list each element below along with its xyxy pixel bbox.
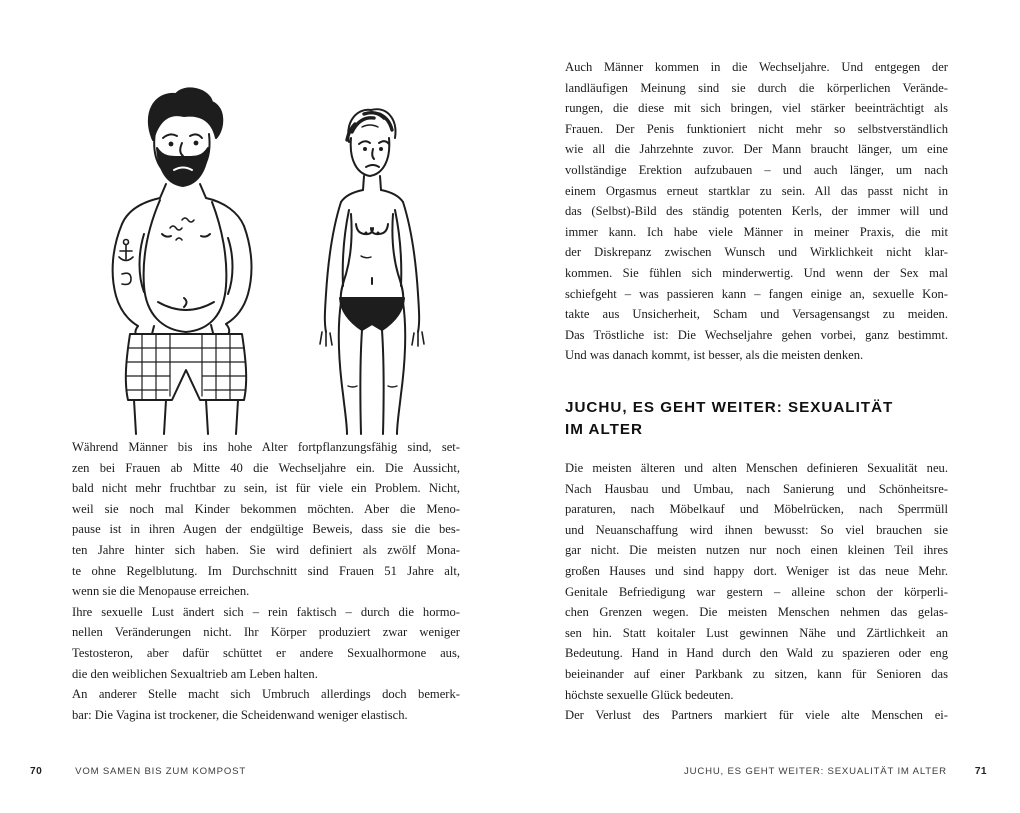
text-line: vollständige Erektion aufzubauen – und auch länger, um nach (565, 162, 948, 177)
text-line: höchste sexuelle Glück bedeuten. (565, 687, 734, 702)
text-line: te ohne Regelblutung. Im Durchschnitt sind Frauen 51 Jahre alt, (72, 563, 460, 578)
text-line: Und was danach kommt, ist besser, als die meisten denken. (565, 348, 864, 363)
text-line: bald nicht mehr fruchtbar zu sein, ist für viele ein Problem. Nicht, (72, 481, 460, 496)
text-line: schiefgeht – was passieren kann – fangen einige an, sexuelle Kon- (565, 286, 948, 301)
text-line: kommen. Sie fühlen sich minderwertig. Und wenn der Sex mal (565, 265, 948, 280)
illustration-couple (66, 80, 466, 440)
text-line: Auch Männer kommen in die Wechseljahre. Und entgegen der (565, 60, 948, 74)
text-line: paraturen, nach Möbelkauf und Möbelrücken, nach Sperrmüll (565, 502, 948, 517)
anchor-tattoo (119, 240, 133, 285)
text-line: Die meisten älteren und alten Menschen definieren Sexualität neu. (565, 461, 948, 475)
paragraph (565, 458, 948, 705)
page-number-left: 70 (30, 766, 43, 777)
illustration-svg (66, 80, 466, 440)
right-top-text (565, 57, 948, 366)
text-line: takte aus Unsicherheit, Scham und Versagensangst zu meiden. (565, 307, 948, 322)
paragraph (565, 57, 948, 366)
text-line: Bedeutung. Hand in Hand durch den Wald zu spazieren oder eng (565, 646, 948, 661)
text-line: pause ist in ihren Augen der endgültige Beweis, dass sie die bes- (72, 522, 460, 537)
paragraph (565, 705, 948, 726)
section-heading-line-1: JUCHU, ES GEHT WEITER: SEXUALITÄT (565, 399, 894, 416)
text-line: wie all die Jahrzehnte zuvor. Der Mann braucht länger, um eine (565, 142, 948, 157)
running-title-left: VOM SAMEN BIS ZUM KOMPOST (75, 766, 246, 777)
text-line: ten Jahre hinter sich haben. Sie wird definiert als zwölf Mona- (72, 542, 460, 557)
text-line: immer kann. Ich habe viele Männer in meiner Praxis, die mit (565, 224, 948, 239)
text-line: gar nicht. Die meisten nutzen nur noch einen kleinen Teil ihres (565, 543, 948, 558)
page-number-right: 71 (974, 766, 987, 777)
right-footer (684, 766, 987, 777)
text-line: Der Verlust des Partners markiert für viele alte Menschen ei- (565, 708, 948, 723)
text-line: Testosteron, aber dafür schüttet er andere Sexualhormone aus, (72, 645, 460, 660)
paragraph (72, 437, 460, 602)
text-line: wenn sie die Menopause erreichen. (72, 584, 250, 599)
text-line: chen Grenzen wegen. Die meisten Menschen nehmen das gelas- (565, 605, 948, 620)
text-line: Frauen. Der Penis funktioniert nicht mehr so selbstverständlich (565, 121, 948, 136)
right-bottom-text (565, 458, 948, 726)
running-title-right: JUCHU, ES GEHT WEITER: SEXUALITÄT IM ALTER (684, 766, 947, 777)
man-figure (113, 88, 252, 434)
paragraph (72, 684, 460, 725)
text-line: die den weiblichen Sexualtrieb am Leben halten. (72, 666, 318, 681)
paragraph (72, 602, 460, 684)
text-line: einem Orgasmus erneut startklar zu sein. All das passt nicht in (565, 183, 948, 198)
woman-figure (320, 109, 424, 434)
text-line: beieinander auf einer Parkbank zu sitzen, kann für Senioren das (565, 666, 948, 681)
left-body-text (72, 437, 460, 725)
text-line: sen hin. Statt koitaler Lust gewinnen Nähe und Zärtlichkeit an (565, 625, 948, 640)
text-line: Das Tröstliche ist: Die Wechseljahre gehen vorbei, ganz bestimmt. (565, 327, 948, 342)
chest-hair (170, 218, 194, 240)
text-line: An anderer Stelle macht sich Umbruch allerdings doch bemerk- (72, 687, 460, 702)
text-line: Während Männer bis ins hohe Alter fortpflanzungsfähig sind, set- (72, 440, 460, 454)
hands (320, 332, 424, 346)
text-line: weil sie noch mal Kinder bekommen möchten. Aber die Meno- (72, 501, 460, 516)
text-line: großen Hauses und sind happy dort. Weniger ist das neue Mehr. (565, 563, 948, 578)
text-line: rungen, die diese mit sich bringen, viel stärker beeinträchtigt als (565, 101, 948, 116)
text-line: Genitale Befriedigung war gestern – alleine schon der körperli- (565, 584, 948, 599)
text-line: bar: Die Vagina ist trockener, die Scheidenwand weniger elastisch. (72, 707, 408, 722)
text-line: landläufigen Meinung sind sie durch die körperlichen Verände- (565, 80, 948, 95)
text-line: Nach Hausbau und Umbau, nach Sanierung und Schönheitsre- (565, 481, 948, 496)
left-footer (30, 766, 246, 777)
text-line: und Neuanschaffung wird ihnen bewusst: So viel brauchen sie (565, 522, 948, 537)
text-line: nellen Veränderungen nicht. Ihr Körper produziert zwar weniger (72, 625, 460, 640)
text-line: das (Selbst)-Bild des ständig potenten Kerls, der immer will und (565, 204, 948, 219)
text-line: der Diskrepanz zwischen Wunsch und Wirklichkeit nicht klar- (565, 245, 948, 260)
text-line: zen bei Frauen ab Mitte 40 die Wechseljahre ein. Die Aussicht, (72, 460, 460, 475)
section-heading (565, 397, 893, 440)
section-heading-line-2: IM ALTER (565, 420, 644, 438)
text-line: Ihre sexuelle Lust ändert sich – rein faktisch – durch die hormo- (72, 604, 460, 619)
